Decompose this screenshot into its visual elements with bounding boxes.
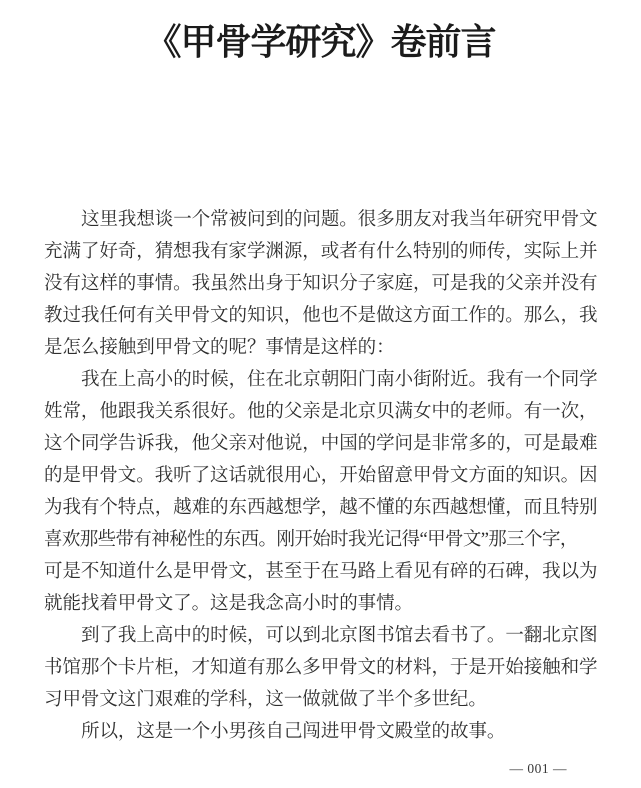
text-line: 书馆那个卡片柜，才知道有那么多甲骨文的材料，于是开始接触和学 bbox=[44, 658, 598, 678]
text-line: 喜欢那些带有神秘性的东西。刚开始时我光记得“甲骨文”那三个字， bbox=[44, 530, 578, 550]
text-line: 就能找着甲骨文了。这是我念高小时的事情。 bbox=[44, 594, 414, 614]
text-line: 是怎么接触到甲骨文的呢？事情是这样的： bbox=[44, 338, 395, 358]
page-number: — 001 — bbox=[509, 761, 567, 776]
text-line: 为我有个特点，越难的东西越想学，越不懂的东西越想懂，而且特别 bbox=[44, 498, 598, 518]
text-line: 习甲骨文这门艰难的学科，这一做就做了半个多世纪。 bbox=[44, 690, 487, 710]
paragraph bbox=[44, 364, 600, 620]
paragraph bbox=[44, 204, 600, 364]
text-line: 可是不知道什么是甲骨文，甚至于在马路上看见有碎的石碑，我以为 bbox=[44, 562, 598, 582]
paragraph bbox=[44, 716, 600, 748]
text-line: 这个同学告诉我，他父亲对他说，中国的学问是非常多的，可是最难 bbox=[44, 434, 598, 454]
text-line: 我在上高小的时候，住在北京朝阳门南小街附近。我有一个同学 bbox=[81, 370, 598, 390]
paragraph bbox=[44, 620, 600, 716]
page-title: 《甲骨学研究》卷前言 bbox=[145, 22, 496, 62]
text-line: 教过我任何有关甲骨文的知识，他也不是做这方面工作的。那么，我 bbox=[44, 306, 598, 326]
body-text bbox=[44, 204, 600, 748]
text-line: 所以，这是一个小男孩自己闯进甲骨文殿堂的故事。 bbox=[81, 722, 506, 742]
text-line: 到了我上高中的时候，可以到北京图书馆去看书了。一翻北京图 bbox=[81, 626, 598, 646]
text-line: 没有这样的事情。我虽然出身于知识分子家庭，可是我的父亲并没有 bbox=[44, 274, 598, 294]
text-line: 这里我想谈一个常被问到的问题。很多朋友对我当年研究甲骨文 bbox=[81, 210, 598, 230]
text-line: 姓常，他跟我关系很好。他的父亲是北京贝满女中的老师。有一次， bbox=[44, 402, 598, 422]
text-line: 充满了好奇，猜想我有家学渊源，或者有什么特别的师传，实际上并 bbox=[44, 242, 598, 262]
text-line: 的是甲骨文。我听了这话就很用心，开始留意甲骨文方面的知识。因 bbox=[44, 466, 598, 486]
